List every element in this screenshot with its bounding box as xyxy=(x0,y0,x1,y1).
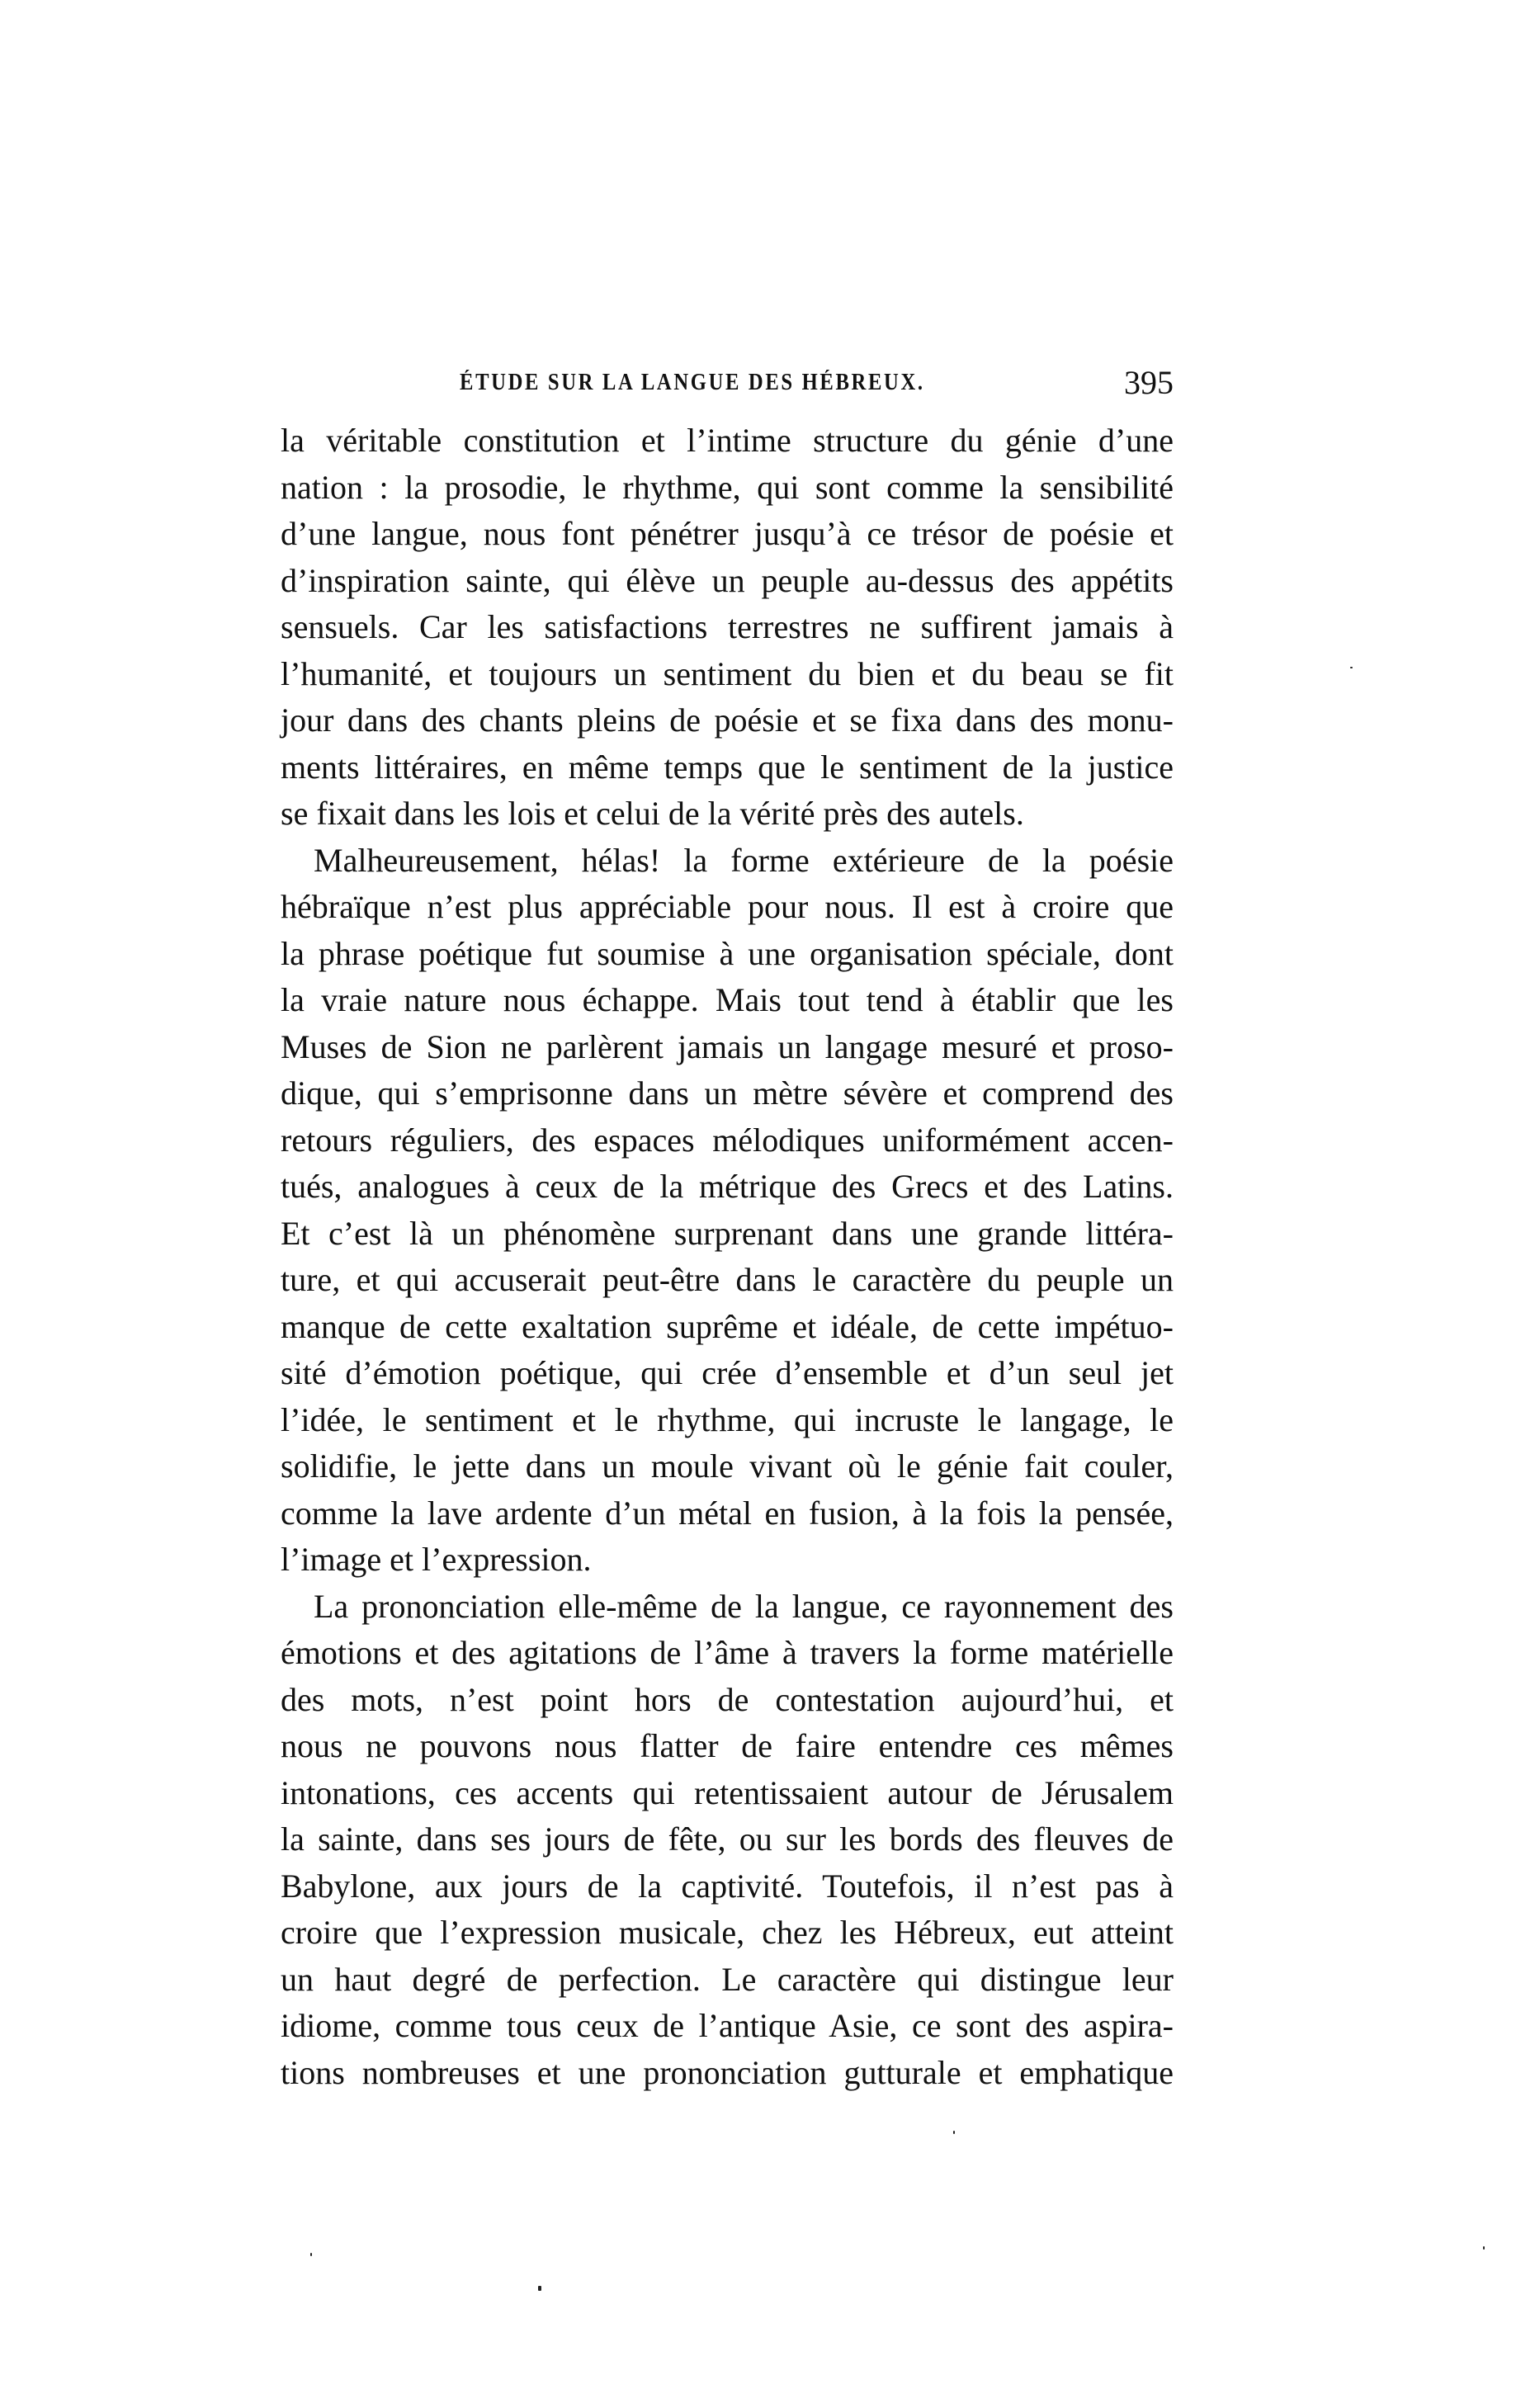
text-line: la vraie nature nous échappe. Mais tout tend à établir que les xyxy=(281,981,1174,1018)
text-line: Malheureusement, hélas! la forme extérieure de la poésie xyxy=(314,841,1174,879)
text-line: l’idée, le sentiment et le rhythme, qui incruste le langage, le xyxy=(281,1400,1174,1438)
text-line: d’une langue, nous font pénétrer jusqu’à ce trésor de poésie et xyxy=(281,515,1174,552)
text-line: croire que l’expression musicale, chez les Hébreux, eut atteint xyxy=(281,1914,1174,1951)
running-title: ÉTUDE SUR LA LANGUE DES HÉBREUX. xyxy=(460,370,925,395)
text-line: la sainte, dans ses jours de fête, ou sur les bords des fleuves de xyxy=(281,1820,1174,1858)
text-line: tués, analogues à ceux de la métrique des Grecs et des Latins. xyxy=(281,1168,1174,1205)
paragraph xyxy=(281,418,1174,838)
text-line: manque de cette exaltation suprême et idéale, de cette impétuo- xyxy=(281,1307,1174,1345)
text-line: dique, qui s’emprisonne dans un mètre sévère et comprend des xyxy=(281,1074,1174,1112)
text-line: nous ne pouvons nous flatter de faire entendre ces mêmes xyxy=(281,1727,1174,1764)
body-text xyxy=(281,418,1174,2096)
text-line: nation : la prosodie, le rhythme, qui sont comme la sensibilité xyxy=(281,468,1174,506)
text-line: la phrase poétique fut soumise à une organisation spéciale, dont xyxy=(281,934,1174,972)
page-number: 395 xyxy=(1124,364,1174,401)
scan-speck xyxy=(538,2286,541,2291)
text-line: retours réguliers, des espaces mélodiques uniformément accen- xyxy=(281,1121,1174,1159)
paragraph xyxy=(281,1584,1174,2097)
paragraph xyxy=(281,838,1174,1584)
text-line: solidifie, le jette dans un moule vivant où le génie fait couler, xyxy=(281,1447,1174,1485)
scan-speck xyxy=(953,2131,955,2134)
text-line: idiome, comme tous ceux de l’antique Asie, ce sont des aspira- xyxy=(281,2007,1174,2044)
text-line: l’image et l’expression. xyxy=(281,1541,592,1578)
running-head xyxy=(281,363,1174,406)
scan-speck xyxy=(310,2253,312,2256)
text-line: ments littéraires, en même temps que le sentiment de la justice xyxy=(281,748,1174,786)
scan-speck xyxy=(1350,667,1353,668)
text-line: Muses de Sion ne parlèrent jamais un langage mesuré et proso- xyxy=(281,1027,1174,1065)
text-line: ture, et qui accuserait peut-être dans le caractère du peuple un xyxy=(281,1261,1174,1298)
text-line: d’inspiration sainte, qui élève un peuple au-dessus des appétits xyxy=(281,561,1174,599)
text-line: un haut degré de perfection. Le caractère qui distingue leur xyxy=(281,1960,1174,1998)
text-line: sité d’émotion poétique, qui crée d’ensemble et d’un seul jet xyxy=(281,1354,1174,1391)
text-line: Et c’est là un phénomène surprenant dans une grande littéra- xyxy=(281,1214,1174,1252)
text-line: tions nombreuses et une prononciation gutturale et emphatique xyxy=(281,2053,1174,2091)
text-line: la véritable constitution et l’intime structure du génie d’une xyxy=(281,422,1174,459)
text-line: hébraïque n’est plus appréciable pour nous. Il est à croire que xyxy=(281,888,1174,925)
text-line: jour dans des chants pleins de poésie et se fixa dans des monu- xyxy=(281,701,1174,739)
text-line: Babylone, aux jours de la captivité. Toutefois, il n’est pas à xyxy=(281,1867,1174,1905)
text-line: l’humanité, et toujours un sentiment du bien et du beau se fit xyxy=(281,654,1174,692)
text-line: émotions et des agitations de l’âme à travers la forme matérielle xyxy=(281,1634,1174,1671)
text-line: intonations, ces accents qui retentissaient autour de Jérusalem xyxy=(281,1773,1174,1811)
scan-speck xyxy=(1483,2246,1485,2250)
text-line: sensuels. Car les satisfactions terrestres ne suffirent jamais à xyxy=(281,608,1174,645)
text-line: des mots, n’est point hors de contestation aujourd’hui, et xyxy=(281,1680,1174,1718)
text-line: comme la lave ardente d’un métal en fusion, à la fois la pensée, xyxy=(281,1494,1174,1532)
text-line: La prononciation elle-même de la langue, ce rayonnement des xyxy=(314,1587,1174,1625)
text-line: se fixait dans les lois et celui de la vérité près des autels. xyxy=(281,795,1024,832)
